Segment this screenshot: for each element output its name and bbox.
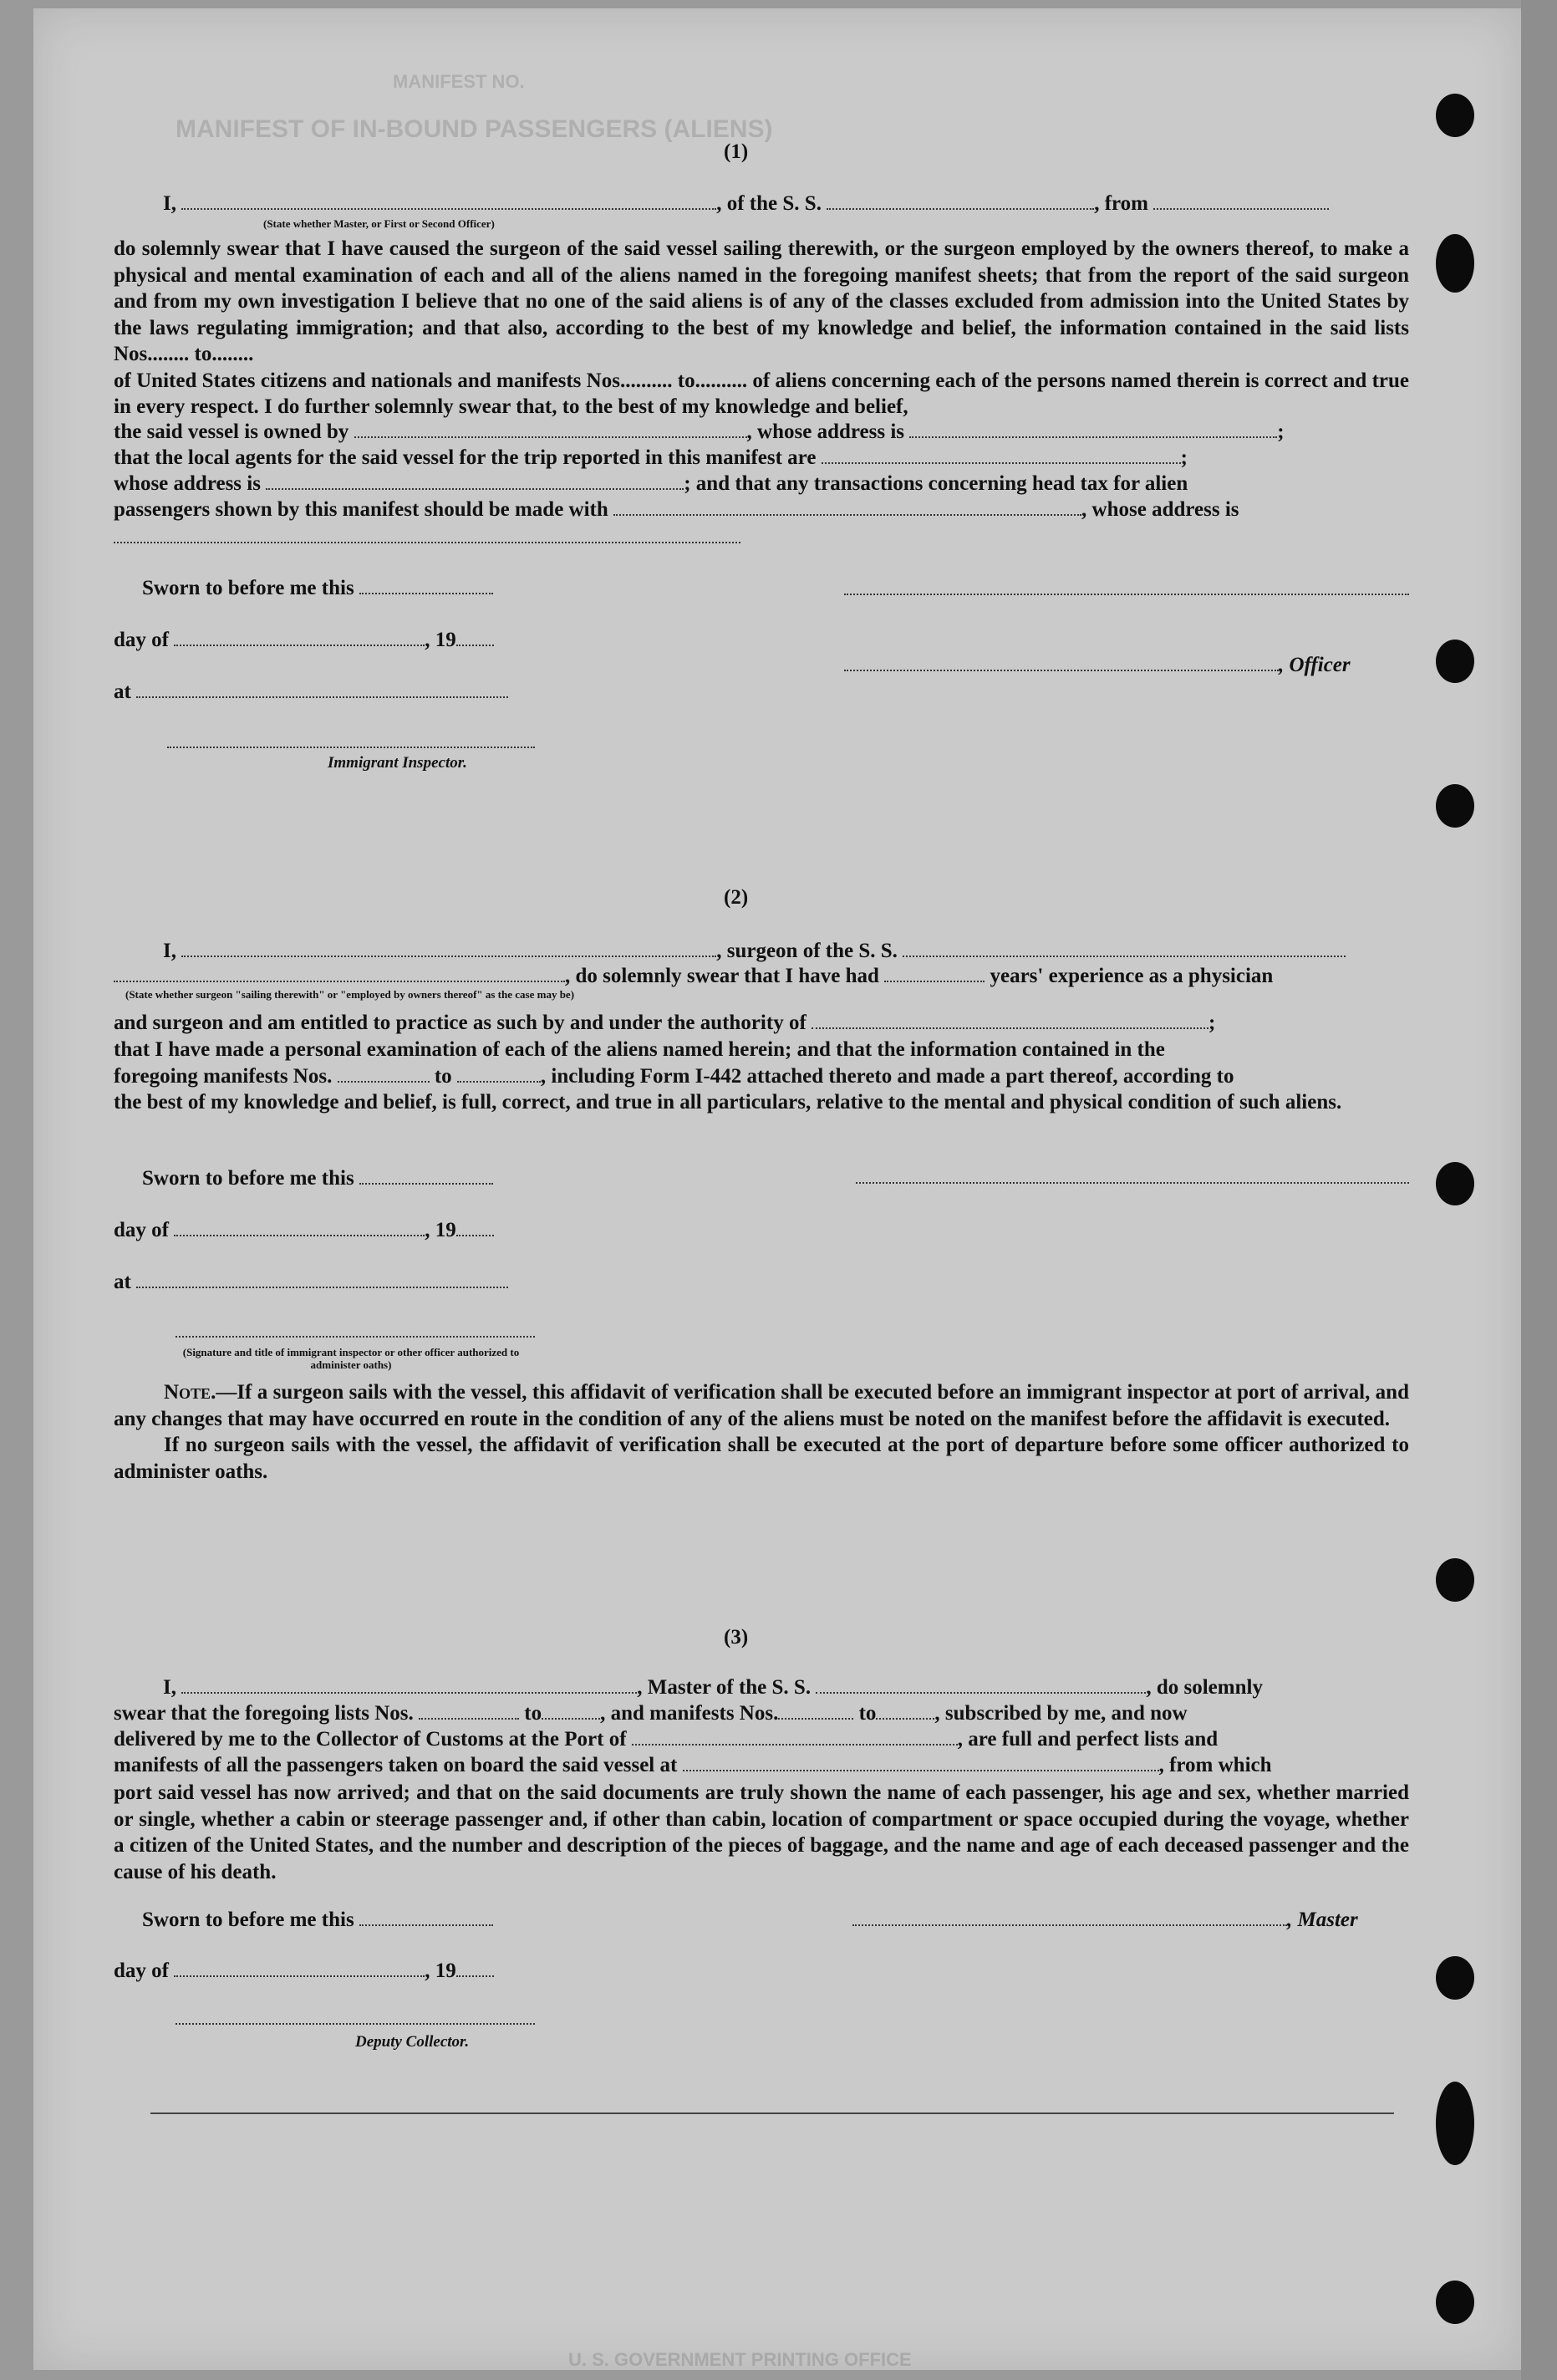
section-3-sworn-line: Sworn to before me this bbox=[142, 1909, 493, 1932]
section-3-body: port said vessel has now arrived; and that on the said documents are truly shown the name of each passenger, his age and sex, whether married or single, whether a cabin or steerage passenger and, if other than cabin, location of compartment or space occupied during the voyage, whether a citizen of the United States, and the number and description of the pieces of baggage, and the name and age of each deceased passenger and the cause of his death. bbox=[114, 1781, 1409, 1883]
section-2-state-note: (State whether surgeon "sailing therewith" or "employed by owners thereof" as the case may be) bbox=[125, 988, 575, 1001]
punch-hole bbox=[1436, 640, 1474, 683]
section-2-at-line: at bbox=[114, 1271, 508, 1294]
section-2-first-line: I, , surgeon of the S. S. bbox=[163, 940, 1346, 963]
section-1-officer-line: , Officer bbox=[844, 654, 1351, 677]
section-1-number: (1) bbox=[724, 140, 749, 163]
scan-edge bbox=[1521, 0, 1557, 2380]
section-3-deputy-caption: Deputy Collector. bbox=[355, 2033, 470, 2051]
section-3-number: (3) bbox=[724, 1626, 749, 1649]
surgeon-signature-line bbox=[856, 1182, 1409, 1184]
officer-signature-line bbox=[844, 594, 1409, 595]
section-1-at-line: at bbox=[114, 680, 508, 704]
punch-hole bbox=[1436, 1956, 1474, 2000]
section-1-agents-line: that the local agents for the said vessel for the trip reported in this manifest are ; bbox=[114, 446, 1188, 469]
punch-hole bbox=[1436, 2082, 1474, 2165]
document-page bbox=[33, 8, 1521, 2370]
section-1-first-line: I, , of the S. S. , from bbox=[163, 192, 1329, 216]
section-1-address-line: whose address is ; and that any transactions concerning head tax for alien bbox=[114, 472, 1188, 495]
section-2-number: (2) bbox=[724, 886, 749, 909]
inspector-signature-line bbox=[167, 747, 535, 748]
section-3-vessel-line: manifests of all the passengers taken on board the said vessel at , from which bbox=[114, 1754, 1272, 1776]
punch-hole bbox=[1436, 1162, 1474, 1205]
section-2-body: that I have made a personal examination of each of the aliens named herein; and that the information contained in the foregoing manifests Nos. to , including Form I-442 attached thereto and made a part thereof, according to the best of my knowledge and belief, is full, correct, and true in all particulars, relative to the mental and physical condition of such aliens. bbox=[114, 1038, 1342, 1114]
faded-manifest-no: MANIFEST NO. bbox=[393, 71, 525, 92]
section-2-inspector-signature-line bbox=[176, 1336, 535, 1338]
section-2-note: Note.—If a surgeon sails with the vessel, this affidavit of verification shall be executed before an immigrant inspector at port of arrival, and any changes that may have occurred en route in the condition of any of the aliens must be noted on the manifest before the affidavit is executed. If no surgeon sails with the vessel, the affidavit of verification shall be executed at the port of departure before some officer authorized to administer oaths. bbox=[114, 1381, 1409, 1483]
punch-hole bbox=[1436, 2281, 1474, 2324]
punch-hole bbox=[1436, 94, 1474, 137]
section-2-second-line: , do solemnly swear that I have had years' experience as a physician bbox=[114, 965, 1273, 988]
section-3-first-line: I, , Master of the S. S. , do solemnly bbox=[163, 1676, 1263, 1699]
section-1-day-line: day of , 19 bbox=[114, 629, 494, 652]
section-2-signature-note: (Signature and title of immigrant inspector or other officer authorized to administer oaths) bbox=[182, 1346, 520, 1371]
section-1-body: do solemnly swear that I have caused the surgeon of the said vessel sailing therewith, or the surgeon employed by the owners thereof, to make a physical and mental examination of each and all of the aliens named in the foregoing manifest sheets; that from the report of the said surgeon and from my own investigation I believe that no one of the said aliens is of any of the classes excluded from admission into the United States by the laws regulating immigration; and that also, according to the best of my knowledge and belief, the information contained in the said lists Nos........ to........ of United States citizens and nationals and manifests Nos.......... to.......... of aliens concerning each of the persons named therein is correct and true in every respect. I do further solemnly swear that, to the best of my knowledge and belief, bbox=[114, 237, 1409, 418]
section-3-lists-line: swear that the foregoing lists Nos. to , and manifests Nos. to , subscribed by me, and now bbox=[114, 1702, 1188, 1725]
section-1-address-fill bbox=[114, 542, 740, 543]
section-1-officer-note: (State whether Master, or First or Second Officer) bbox=[263, 217, 495, 230]
section-3-port-line: delivered by me to the Collector of Customs at the Port of , are full and perfect lists and bbox=[114, 1728, 1219, 1751]
punch-hole bbox=[1436, 1558, 1474, 1602]
punch-hole bbox=[1436, 784, 1474, 828]
section-1-passengers-line: passengers shown by this manifest should be made with , whose address is bbox=[114, 498, 1239, 521]
punch-hole bbox=[1436, 234, 1474, 293]
deputy-signature-line bbox=[176, 2023, 535, 2025]
section-1-inspector-caption: Immigrant Inspector. bbox=[328, 754, 467, 772]
faded-manifest-title: MANIFEST OF IN-BOUND PASSENGERS (ALIENS) bbox=[176, 115, 773, 143]
section-3-day-line: day of , 19 bbox=[114, 1960, 494, 1983]
section-1-sworn-line: Sworn to before me this bbox=[142, 577, 493, 600]
faded-footer: U. S. GOVERNMENT PRINTING OFFICE bbox=[568, 2349, 912, 2370]
section-1-owned-line: the said vessel is owned by , whose address is ; bbox=[114, 420, 1285, 443]
bottom-rule bbox=[150, 2112, 1394, 2114]
section-3-master-line: , Master bbox=[852, 1909, 1358, 1932]
section-2-authority-line: and surgeon and am entitled to practice as such by and under the authority of ; bbox=[114, 1012, 1216, 1034]
section-2-sworn-line: Sworn to before me this bbox=[142, 1167, 493, 1190]
section-2-day-line: day of , 19 bbox=[114, 1219, 494, 1242]
